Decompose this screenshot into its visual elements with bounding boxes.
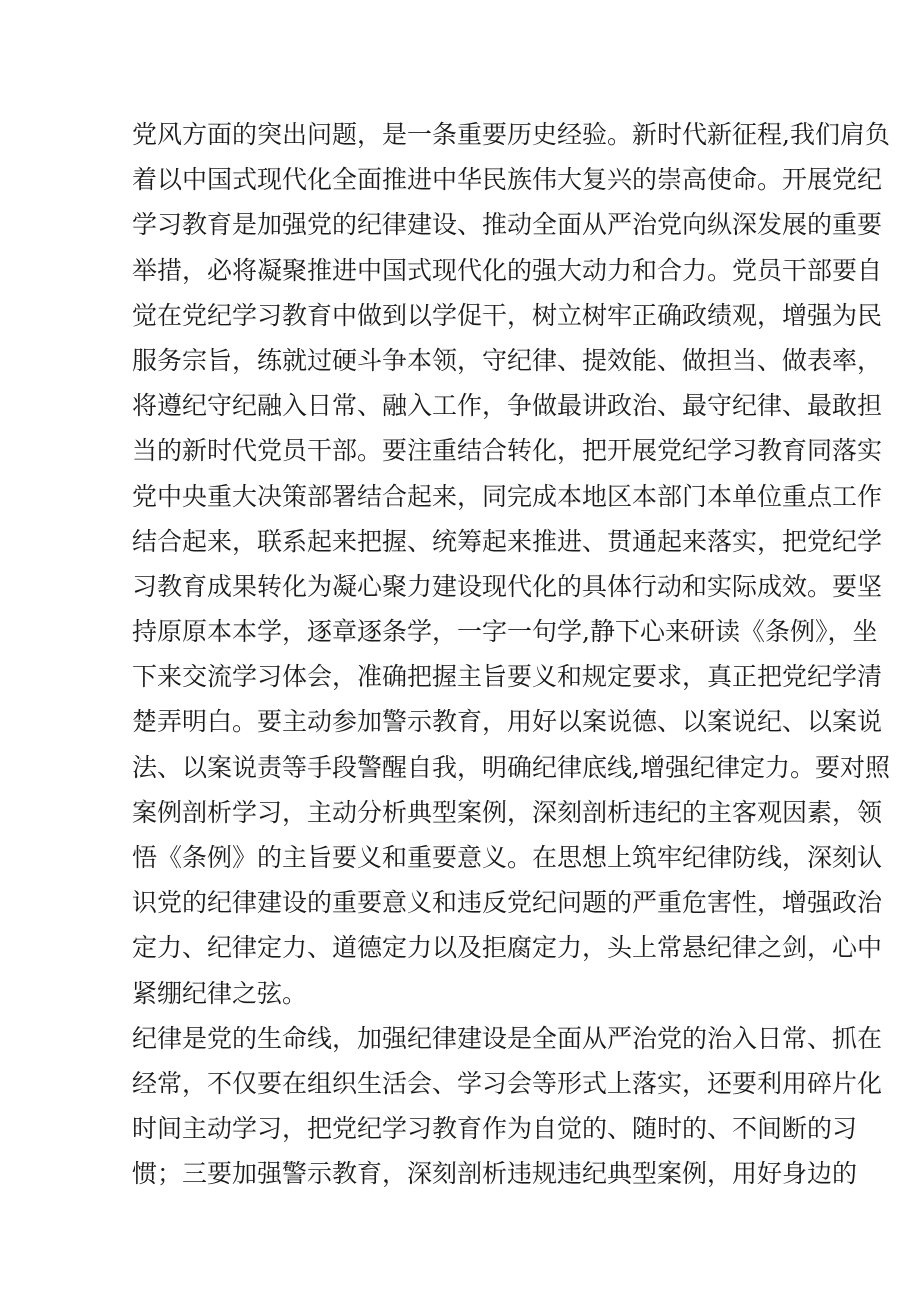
text-line: 党中央重大决策部署结合起来，同完成本地区本部门本单位重点工作	[132, 481, 883, 511]
text-line: 学习教育是加强党的纪律建设、推动全面从严治党向纵深发展的重要	[132, 210, 883, 240]
text-line: 识党的纪律建设的重要意义和违反党纪问题的严重危害性，增强政治	[132, 888, 883, 918]
text-line: 下来交流学习体会，准确把握主旨要义和规定要求，真正把党纪学清	[132, 662, 883, 692]
text-line: 服务宗旨，练就过硬斗争本领，守纪律、提效能、做担当、做表率，	[132, 345, 883, 375]
text-line: 悟《条例》的主旨要义和重要意义。在思想上筑牢纪律防线，深刻认	[132, 843, 883, 872]
text-line: 经常，不仅要在组织生活会、学习会等形式上落实，还要利用碎片化	[132, 1068, 883, 1098]
text-line: 紧绷纪律之弦。	[132, 978, 308, 1008]
text-line: 将遵纪守纪融入日常、融入工作，争做最讲政治、最守纪律、最敢担	[132, 391, 883, 421]
text-line: 纪律是党的生命线，加强纪律建设是全面从严治党的治入日常、抓在	[132, 1023, 883, 1053]
text-line: 持原原本本学，逐章逐条学，一字一句学,静下心来研读《条例》，坐	[132, 617, 878, 647]
text-line: 案例剖析学习，主动分析典型案例，深刻剖析违纪的主客观因素，领	[132, 797, 883, 827]
text-line: 定力、纪律定力、道德定力以及拒腐定力，头上常悬纪律之剑，心中	[132, 933, 883, 963]
text-line: 法、以案说责等手段警醒自我，明确纪律底线,增强纪律定力。要对照	[132, 752, 890, 782]
body-text	[132, 112, 890, 1197]
text-line: 时间主动学习，把党纪学习教育作为自觉的、随时的、不间断的习	[132, 1114, 858, 1144]
text-line: 觉在党纪学习教育中做到以学促干，树立树牢正确政绩观，增强为民	[132, 300, 883, 330]
text-line: 习教育成果转化为凝心聚力建设现代化的具体行动和实际成效。要坚	[132, 571, 883, 601]
text-line: 惯；三要加强警示教育，深刻剖析违规违纪典型案例，用好身边的	[132, 1159, 858, 1189]
text-line: 结合起来，联系起来把握、统筹起来推进、贯通起来落实，把党纪学	[132, 526, 883, 556]
text-line: 着以中国式现代化全面推进中华民族伟大复兴的崇高使命。开展党纪	[132, 165, 883, 195]
text-line: 党风方面的突出问题，是一条重要历史经验。新时代新征程,我们肩负	[132, 120, 890, 149]
text-line: 楚弄明白。要主动参加警示教育，用好以案说德、以案说纪、以案说	[132, 707, 883, 737]
text-line: 举措，必将凝聚推进中国式现代化的强大动力和合力。党员干部要自	[132, 255, 883, 285]
text-line: 当的新时代党员干部。要注重结合转化，把开展党纪学习教育同落实	[132, 436, 883, 466]
